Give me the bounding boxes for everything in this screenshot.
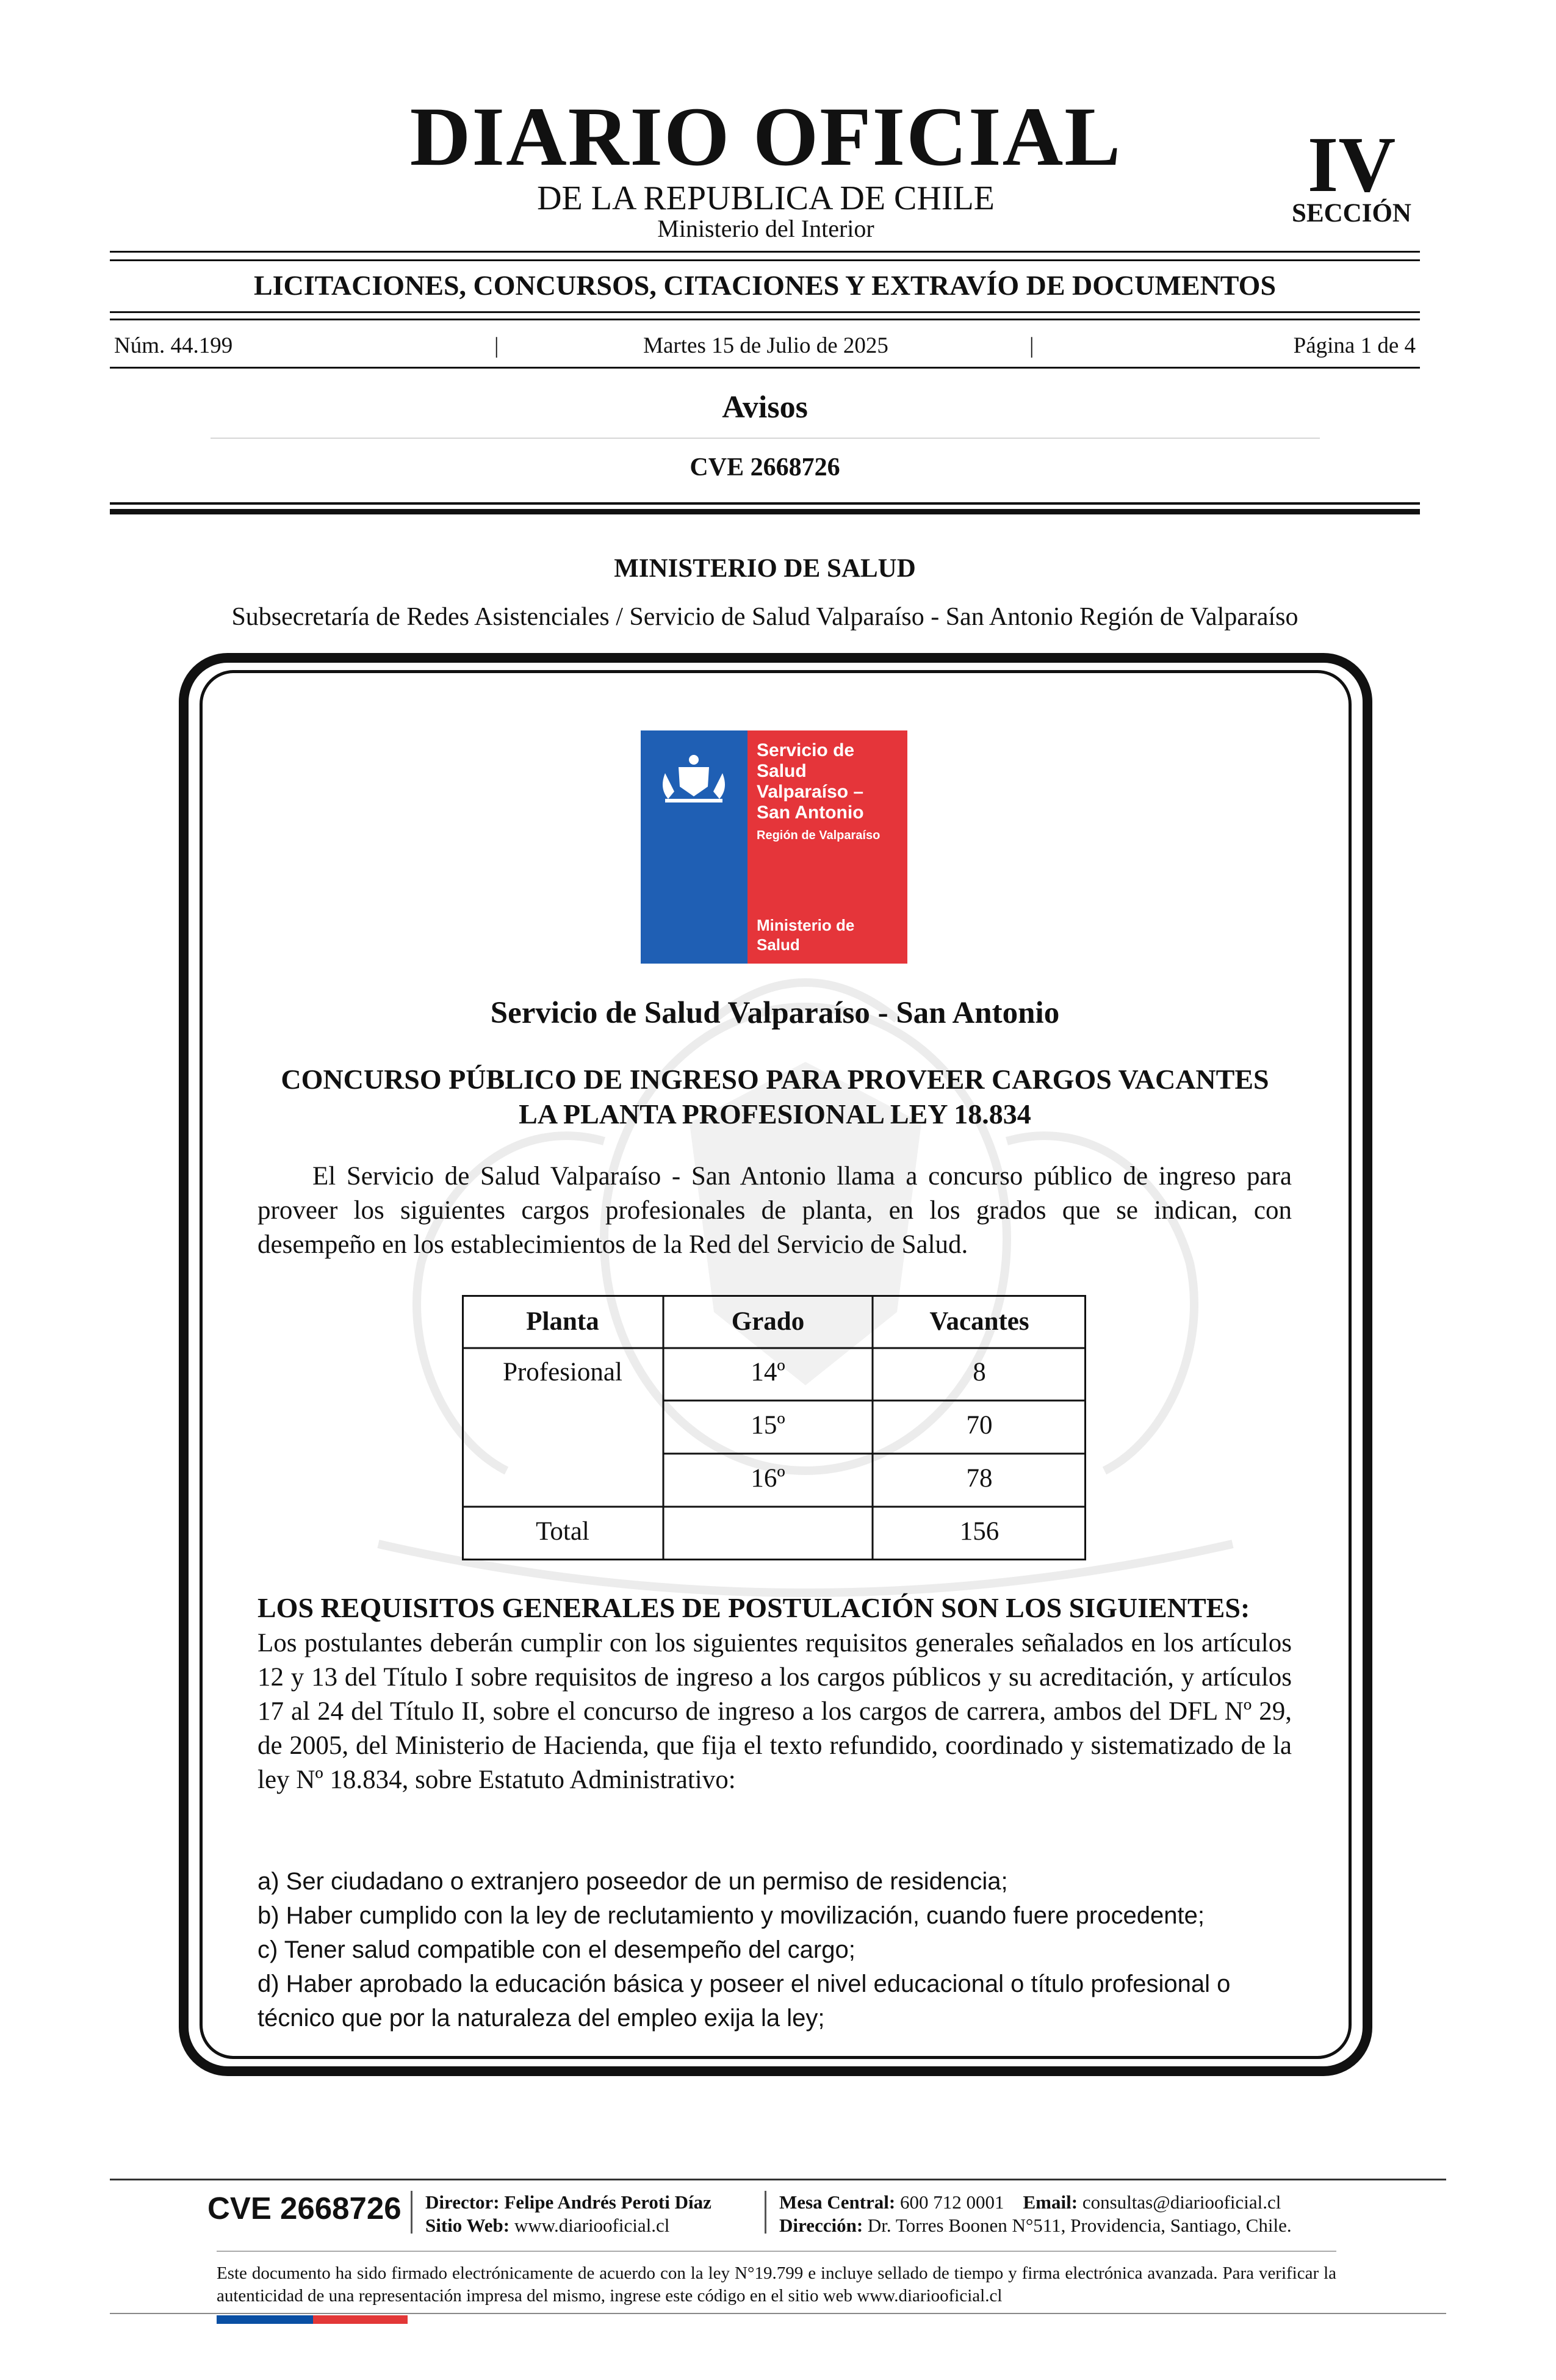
requirements-list <box>258 1864 1307 2035</box>
vacancies-table <box>462 1295 1086 1560</box>
table-cell-grado: 15º <box>751 1411 785 1440</box>
table-cell-planta: Profesional <box>503 1358 622 1387</box>
footer-separator <box>765 2191 766 2234</box>
rule <box>110 259 1420 261</box>
footer-contact <box>779 2191 1292 2237</box>
concurso-title-line: CONCURSO PÚBLICO DE INGRESO PARA PROVEER CARGOS VACANTES <box>281 1064 1269 1095</box>
address-value: Dr. Torres Boonen N°511, Providencia, Santiago, Chile. <box>867 2215 1292 2236</box>
concurso-title <box>201 1062 1349 1131</box>
meta-separator: | <box>494 333 499 358</box>
table-header-planta: Planta <box>526 1307 599 1336</box>
requirements-intro: Los postulantes deberán cumplir con los siguientes requisitos generales señalados en los artículos 12 y 13 del Título I sobre requisitos de ingreso a los cargos públicos y su acreditación, y artículos 17 al 24 del Título II, sobre el concurso de ingreso a los cargos de carrera, ambos del DFL Nº 29, de 2005, del Ministerio de Hacienda, que fija el texto refundido, coordinado y sistematizado de la ley Nº 18.834, sobre Estatuto Administrativo: <box>258 1629 1292 1794</box>
intro-paragraph: El Servicio de Salud Valparaíso - San Antonio llama a concurso público de ingreso para proveer los siguientes cargos profesionales de planta, en los grados que se indican, con desempeño en los establecimientos de la Red del Servicio de Salud. <box>258 1162 1292 1259</box>
legal-notice: Este documento ha sido firmado electrónicamente de acuerdo con la ley N°19.799 e incluye sellado de tiempo y firma electrónica avanzada. Para verificar la autenticidad de una representación impresa del mismo, ingrese este código en el sitio web www.diariooficial.cl <box>217 2263 1336 2306</box>
section-label: SECCIÓN <box>1292 199 1411 228</box>
table-cell-vacantes: 78 <box>966 1464 993 1493</box>
list-item: c) Tener salud compatible con el desempeño del cargo; <box>258 1936 855 1963</box>
svg-text:Salud: Salud <box>757 761 807 781</box>
masthead-ministry: Ministerio del Interior <box>657 215 874 242</box>
meta-separator: | <box>1029 333 1034 358</box>
footer-director <box>425 2191 711 2237</box>
table-header-grado: Grado <box>731 1307 805 1336</box>
table-cell-vacantes: 8 <box>973 1358 986 1387</box>
svg-text:Valparaíso –: Valparaíso – <box>757 782 864 802</box>
list-item: b) Haber cumplido con la ley de reclutamiento y movilización, cuando fuere procedente; <box>258 1902 1205 1929</box>
footer-separator <box>411 2191 412 2234</box>
section-title: LICITACIONES, CONCURSOS, CITACIONES Y EXTRAVÍO DE DOCUMENTOS <box>253 270 1277 301</box>
table-cell-grado: 16º <box>751 1464 785 1493</box>
footer-divider <box>217 2251 1336 2252</box>
issue-date: Martes 15 de Julio de 2025 <box>643 333 888 358</box>
svg-text:Región de Valparaíso: Región de Valparaíso <box>757 829 881 842</box>
section-number: IV <box>1307 121 1396 209</box>
footer-rule <box>110 2179 1446 2180</box>
table-total-value: 156 <box>959 1517 1000 1546</box>
director-name: Felipe Andrés Peroti Díaz <box>504 2191 711 2213</box>
mesa-value: 600 712 0001 <box>900 2191 1004 2213</box>
flag-stripe-blue <box>217 2315 313 2324</box>
table-cell-grado: 14º <box>751 1358 785 1387</box>
notice-org-title: Servicio de Salud Valparaíso - San Antonio <box>490 996 1060 1030</box>
cve-code: CVE 2668726 <box>690 453 840 481</box>
concurso-title-line: LA PLANTA PROFESIONAL LEY 18.834 <box>519 1098 1031 1130</box>
issuer-ministry: MINISTERIO DE SALUD <box>614 554 916 583</box>
email-label: Email: <box>1023 2191 1078 2213</box>
svg-text:Salud: Salud <box>757 936 800 954</box>
table-header-vacantes: Vacantes <box>929 1307 1029 1336</box>
director-label: Director: <box>425 2191 500 2213</box>
flag-stripe-red <box>313 2315 408 2324</box>
rule <box>110 251 1420 253</box>
list-item: a) Ser ciudadano o extranjero poseedor de un permiso de residencia; <box>258 1868 1008 1895</box>
servicio-salud-logo <box>641 730 907 964</box>
address-label: Dirección: <box>779 2215 863 2236</box>
svg-text:San Antonio: San Antonio <box>757 802 864 823</box>
page-indicator: Página 1 de 4 <box>1293 333 1416 358</box>
rule <box>110 311 1420 313</box>
rule <box>110 367 1420 369</box>
divider <box>211 438 1320 439</box>
footer-cve: CVE 2668726 <box>207 2191 402 2226</box>
issuer-subsecretaria: Subsecretaría de Redes Asistenciales / Servicio de Salud Valparaíso - San Antonio Región de Valparaíso <box>231 603 1298 631</box>
email-link[interactable]: consultas@diariooficial.cl <box>1082 2191 1281 2213</box>
masthead-subtitle: DE LA REPUBLICA DE CHILE <box>537 179 995 217</box>
table-total-label: Total <box>536 1517 589 1546</box>
logo-blue-band <box>641 730 747 964</box>
masthead-title: DIARIO OFICIAL <box>409 90 1122 183</box>
web-link[interactable]: www.diariooficial.cl <box>514 2215 670 2236</box>
list-item: d) Haber aprobado la educación básica y poseer el nivel educacional o título profesional o técnico que por la naturaleza del empleo exija la ley; <box>258 1971 1231 2032</box>
requirements-heading: LOS REQUISITOS GENERALES DE POSTULACIÓN SON LOS SIGUIENTES: <box>258 1592 1250 1623</box>
table-cell-vacantes: 70 <box>966 1411 993 1440</box>
rule <box>110 319 1420 320</box>
web-label: Sitio Web: <box>425 2215 510 2236</box>
footer-bottom-rule <box>110 2313 1446 2314</box>
avisos-heading: Avisos <box>722 390 808 425</box>
rule <box>110 509 1420 514</box>
svg-text:Servicio de: Servicio de <box>757 740 855 760</box>
issue-number: Núm. 44.199 <box>114 333 233 358</box>
mesa-label: Mesa Central: <box>779 2191 896 2213</box>
svg-text:Ministerio de: Ministerio de <box>757 916 855 934</box>
rule <box>110 502 1420 505</box>
